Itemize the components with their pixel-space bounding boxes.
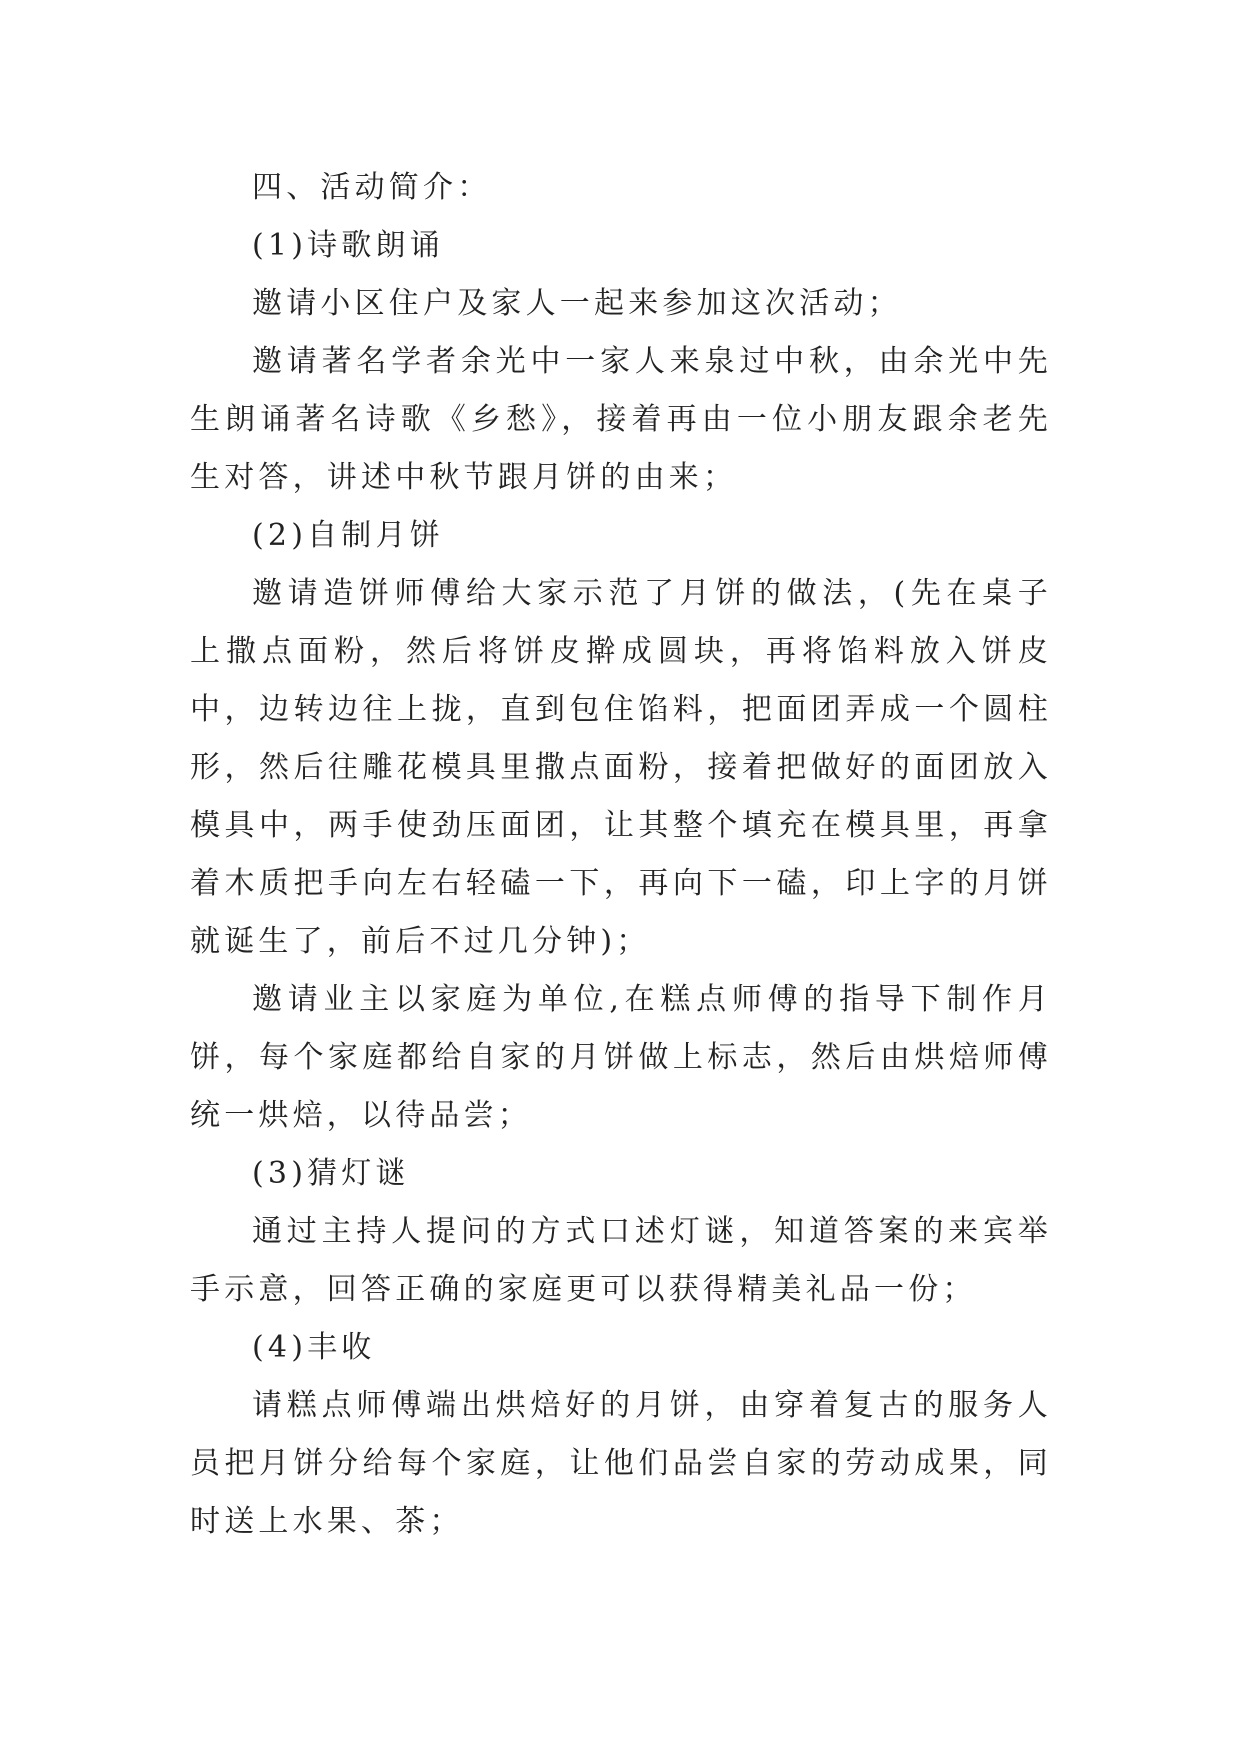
subheading-lantern-riddles: (3)猜灯谜 xyxy=(252,1156,410,1191)
subheading-poetry-recital: (1)诗歌朗诵 xyxy=(252,228,444,263)
paragraph-mooncake-method: 邀请造饼师傅给大家示范了月饼的做法，(先在桌子上撒点面粉，然后将饼皮擀成圆块，再将馅料放入饼皮中，边转边往上拢，直到包住馅料，把面团弄成一个圆柱形，然后往雕花模具里撒点面粉，接着把做好的面团放入模具中，两手使劲压面团，让其整个填充在模具里，再拿着木质把手向左右轻磕一下，再向下一磕，印上字的月饼就诞生了，前后不过几分钟)； xyxy=(190,576,1052,959)
section-heading-activity-intro: 四、活动简介： xyxy=(252,170,492,205)
paragraph-harvest-sharing: 请糕点师傅端出烘焙好的月饼，由穿着复古的服务人员把月饼分给每个家庭，让他们品尝自家的劳动成果，同时送上水果、茶； xyxy=(190,1388,1052,1539)
paragraph-invite-scholar: 邀请著名学者余光中一家人来泉过中秋，由余光中先生朗诵著名诗歌《乡愁》，接着再由一位小朋友跟余老先生对答，讲述中秋节跟月饼的由来； xyxy=(190,344,1052,495)
paragraph-family-baking: 邀请业主以家庭为单位,在糕点师傅的指导下制作月饼，每个家庭都给自家的月饼做上标志，然后由烘焙师傅统一烘焙，以待品尝； xyxy=(190,982,1052,1133)
paragraph-riddle-method: 通过主持人提问的方式口述灯谜，知道答案的来宾举手示意，回答正确的家庭更可以获得精美礼品一份； xyxy=(190,1214,1052,1307)
paragraph-invite-residents: 邀请小区住户及家人一起来参加这次活动； xyxy=(252,286,902,321)
subheading-homemade-mooncakes: (2)自制月饼 xyxy=(252,518,444,553)
subheading-harvest: (4)丰收 xyxy=(252,1330,376,1365)
document-body xyxy=(190,159,1052,1551)
